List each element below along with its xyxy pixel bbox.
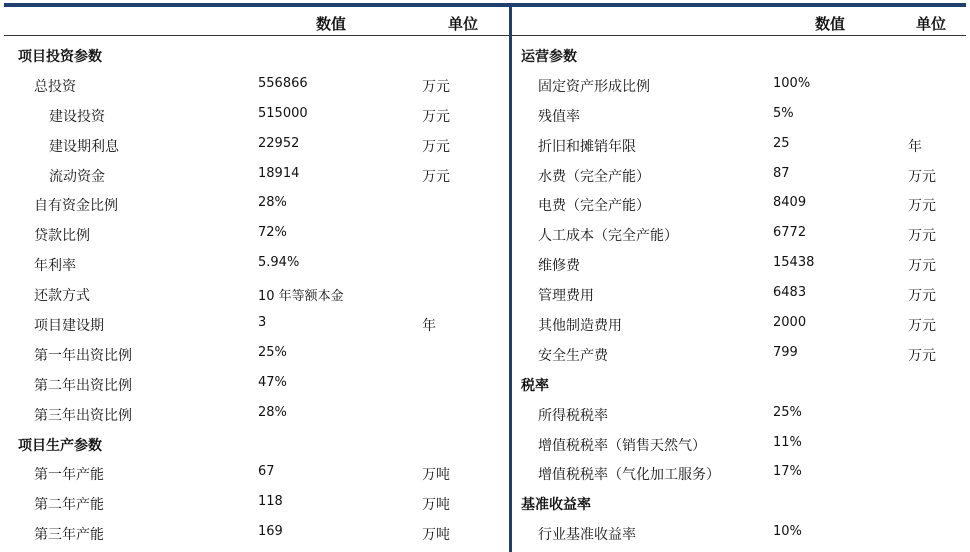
parameter-label: 贷款比例 [34,228,90,245]
parameter-label: 建设期利息 [49,138,119,155]
parameter-value: 72% [258,225,287,241]
parameter-label: 还款方式 [34,288,90,305]
table-row [512,100,966,130]
table-row [4,369,509,399]
table-row [4,339,509,369]
parameter-value: 2000 [773,315,807,331]
parameter-value: 5% [773,105,794,121]
parameter-label: 安全生产费 [538,347,608,364]
parameter-label: 人工成本（完全产能） [538,228,678,245]
parameter-value: 169 [258,524,283,540]
left-parameter-table [4,40,509,548]
section-title: 项目投资参数 [18,49,102,65]
parameter-value: 8409 [773,195,807,211]
section-header-row [512,488,966,518]
parameter-value: 100% [773,75,811,91]
parameter-value: 10 年等额本金 [258,289,344,305]
section-header-row [4,40,509,70]
right-unit-column-header: 单位 [916,15,947,33]
parameter-label: 其他制造费用 [538,318,622,335]
table-row [512,279,966,309]
parameter-unit: 万吨 [422,497,450,514]
parameter-value: 22952 [258,135,300,151]
table-row [512,458,966,488]
parameter-value: 11% [773,434,802,450]
table-row [512,339,966,369]
parameter-value: 17% [773,464,802,480]
parameter-label: 第三年产能 [34,527,104,544]
section-header-row [512,40,966,70]
parameter-value: 6772 [773,225,807,241]
right-parameter-table [512,40,966,548]
section-header-row [4,429,509,459]
parameter-unit: 年 [908,138,922,155]
table-row [512,399,966,429]
parameter-value: 10% [773,524,802,540]
table-row [4,189,509,219]
parameter-label: 建设投资 [49,108,105,125]
table-row [512,70,966,100]
parameter-value: 67 [258,464,275,480]
parameter-value: 515000 [258,105,308,121]
parameter-label: 电费（完全产能） [538,198,650,215]
parameter-label: 第二年产能 [34,497,104,514]
table-row [4,279,509,309]
section-header-row [512,369,966,399]
parameter-label: 第二年出资比例 [34,377,132,394]
table-row [512,249,966,279]
table-row [4,518,509,548]
table-row [4,219,509,249]
parameter-label: 流动资金 [49,168,105,185]
parameter-label: 折旧和摊销年限 [538,138,636,155]
left-unit-column-header: 单位 [448,15,479,33]
parameter-value: 3 [258,315,267,331]
parameter-unit: 万元 [422,78,450,95]
table-row [4,130,509,160]
parameter-value: 25 [773,135,790,151]
parameter-value: 6483 [773,285,807,301]
parameter-value: 25% [773,404,802,420]
parameter-unit: 万元 [908,318,936,335]
parameter-unit: 万元 [422,138,450,155]
table-row [4,249,509,279]
parameter-unit: 万元 [422,168,450,185]
parameter-label: 水费（完全产能） [538,168,650,185]
parameter-value: 118 [258,494,283,510]
parameter-unit: 万元 [908,288,936,305]
table-row [512,160,966,190]
parameter-value: 18914 [258,165,300,181]
right-value-column-header: 数值 [815,15,846,33]
parameter-unit: 万元 [908,347,936,364]
table-row [4,458,509,488]
parameter-label: 行业基准收益率 [538,527,636,544]
parameter-unit: 万元 [908,168,936,185]
section-title: 基准收益率 [521,497,591,514]
table-row [512,219,966,249]
parameter-label: 增值税税率（销售天然气） [538,437,706,454]
parameter-unit: 年 [422,318,436,335]
parameter-value: 28% [258,195,287,211]
parameter-unit: 万吨 [422,467,450,484]
parameter-label: 管理费用 [538,288,594,305]
section-title: 运营参数 [521,49,577,65]
left-value-column-header: 数值 [316,15,347,33]
table-row [512,309,966,339]
table-row [512,189,966,219]
parameter-unit: 万元 [422,108,450,125]
left-table-header [4,7,509,36]
parameter-label: 项目建设期 [34,318,104,335]
parameter-value: 25% [258,344,287,360]
parameter-unit: 万吨 [422,527,450,544]
table-row [4,488,509,518]
parameter-label: 增值税税率（气化加工服务） [538,467,720,484]
parameter-label: 第一年出资比例 [34,347,132,364]
parameter-value: 28% [258,404,287,420]
parameter-label: 维修费 [538,258,580,275]
table-row [4,399,509,429]
parameter-unit: 万元 [908,258,936,275]
parameter-label: 固定资产形成比例 [538,78,650,95]
parameter-label: 年利率 [34,258,76,275]
section-title: 项目生产参数 [18,437,102,454]
parameter-label: 第三年出资比例 [34,407,132,424]
parameter-value: 47% [258,374,287,390]
parameter-value: 556866 [258,75,308,91]
section-title: 税率 [521,377,549,394]
parameter-value: 799 [773,344,798,360]
table-row [4,309,509,339]
right-table-header [512,7,966,36]
parameter-value: 5.94% [258,255,300,271]
parameter-label: 残值率 [538,108,580,125]
parameter-value: 87 [773,165,790,181]
table-row [512,429,966,459]
table-row [512,518,966,548]
parameter-value: 15438 [773,255,815,271]
parameter-label: 所得税税率 [538,407,608,424]
table-row [512,130,966,160]
parameter-label: 总投资 [34,78,76,95]
parameter-label: 自有资金比例 [34,198,118,215]
table-row [4,160,509,190]
parameter-unit: 万元 [908,228,936,245]
table-row [4,100,509,130]
parameter-label: 第一年产能 [34,467,104,484]
table-row [4,70,509,100]
parameter-unit: 万元 [908,198,936,215]
